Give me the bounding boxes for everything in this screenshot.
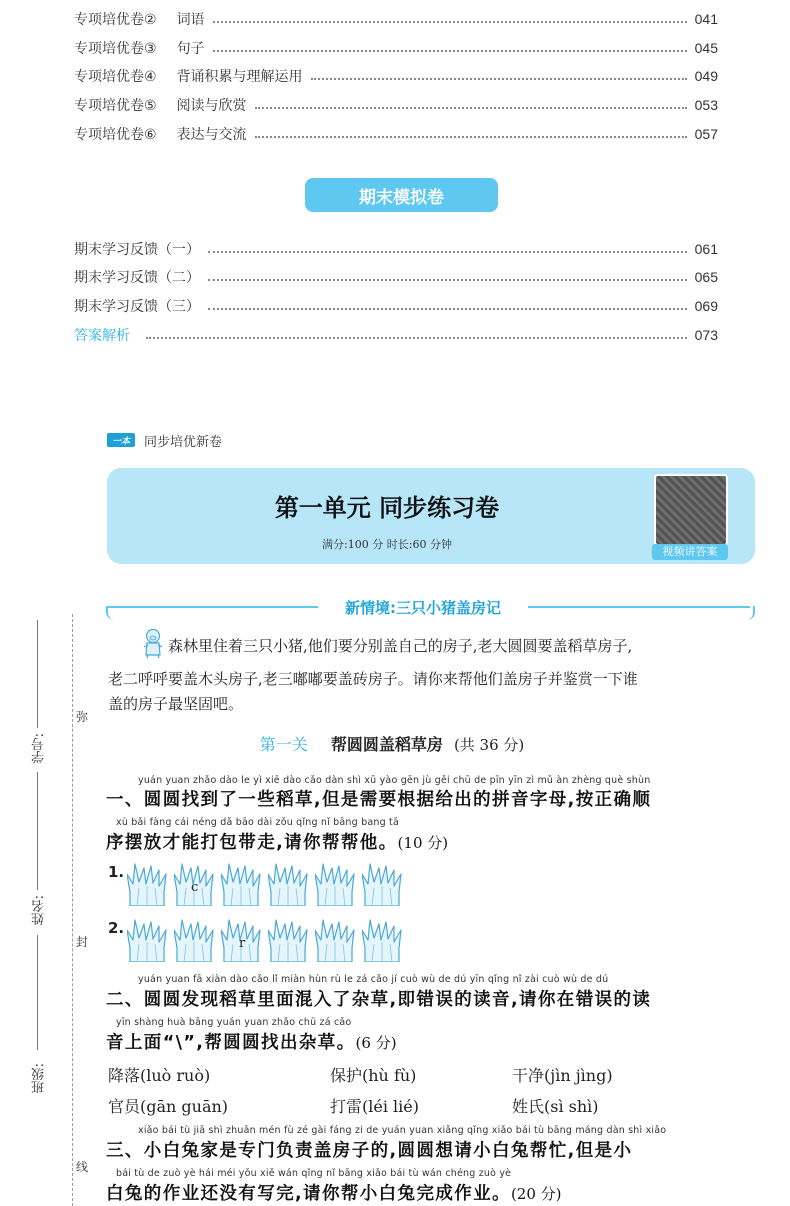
question-text-main: 序摆放才能打包带走,请你帮帮他。 [106,833,398,853]
toc-page: 061 [694,241,718,257]
scenario-rule-left [108,606,318,608]
section-pill: 期末模拟卷 [305,178,498,212]
brand-series: 同步培优新卷 [144,435,223,450]
toc-label: 专项培优卷⑤ [74,98,157,114]
toc-leader [255,136,687,138]
toc-sub: 表达与交流 [176,127,247,143]
pinyin-line: yuán yuan fā xiàn dào cǎo lǐ miàn hùn rù le zá cǎo jí cuò wù de dú yīn qǐng nǐ zài cuò wù de dú [138,974,609,985]
toc-page: 069 [694,298,718,314]
question-text: 三、小白兔家是专门负责盖房子的,圆圆想请小白兔帮忙,但是小 [106,1141,633,1161]
field-label-class: 班级: [32,1063,47,1094]
toc-page: 065 [694,269,718,285]
question-points: (20 分) [510,1185,562,1203]
toc-page: 053 [694,97,718,113]
pinyin-line: yīn shàng huà bāng yuán yuan zhǎo chū zá cǎo [116,1017,352,1028]
toc-leader [255,107,687,109]
toc-sub: 阅读与欣赏 [176,98,247,114]
question-text [106,1180,562,1205]
binding-word: 弥 [76,710,89,724]
field-line-class[interactable] [37,935,38,1050]
pronunciation-item[interactable]: 官员(gān guān) [108,1097,229,1116]
level-title: 帮圆圆盖稻草房 [330,735,443,754]
toc-leader [208,308,687,310]
straw-bundle[interactable] [362,862,402,906]
scenario-rule-right [528,606,750,608]
pronunciation-item[interactable]: 姓氏(sì shì) [512,1097,599,1116]
question-text-main: 白兔的作业还没有写完,请你帮小白兔完成作业。 [106,1184,511,1204]
binding-word: 线 [76,1160,89,1174]
toc-label: 专项培优卷② [74,12,157,28]
toc-leader [146,337,687,339]
toc-sub: 句子 [176,41,205,57]
level-heading [107,732,677,755]
qr-code-icon[interactable] [654,474,728,546]
pinyin-line: xiǎo bái tù jiā shì zhuān mén fù zé gài fáng zi de yuán yuan xiǎng qǐng xiǎo bái tù bāng máng dàn shì xiǎo [138,1125,667,1136]
toc-row[interactable] [74,64,718,88]
story-line: 老二呼呼要盖木头房子,老三嘟嘟要盖砖房子。请你来帮他们盖房子并鉴赏一下谁 [108,670,638,688]
given-letter: c [191,880,199,895]
toc-label: 期末学习反馈（二） [74,270,200,286]
question-text-main: 音上面“\”,帮圆圆找出杂草。 [106,1033,356,1053]
level-score: (共 36 分) [453,736,525,754]
toc-label: 专项培优卷③ [74,41,157,57]
question-text: 一、圆圆找到了一些稻草,但是需要根据给出的拼音字母,按正确顺 [106,790,652,810]
toc-page: 049 [694,68,718,84]
binding-line [72,614,73,1206]
pinyin-line: yuán yuan zhǎo dào le yì xiē dào cǎo dàn shì xū yào gēn jù gěi chū de pīn yīn zì mǔ àn zhèng què shùn [138,775,651,786]
toc-row[interactable] [74,7,718,31]
story-line: 盖的房子最坚固吧。 [108,695,244,713]
level-label: 第一关 [259,735,308,754]
given-letter: r [239,936,246,951]
toc-leader [208,279,687,281]
toc-page: 041 [694,11,718,27]
question-text [106,1029,397,1054]
toc-sub: 背诵积累与理解运用 [176,69,303,85]
toc-page: 057 [694,126,718,142]
straw-bundle[interactable] [127,918,167,962]
toc-row[interactable] [74,93,718,117]
page-title: 第一单元 同步练习卷 [274,494,500,522]
field-line-student-id[interactable] [37,620,38,728]
toc-leader [208,251,687,253]
toc-row-answers[interactable] [74,323,718,347]
pinyin-line: bái tù de zuò yè hái méi yǒu xiě wán qǐng nǐ bāng xiǎo bái tù wán chéng zuò yè [116,1168,512,1179]
toc-row[interactable] [74,294,718,318]
toc-row[interactable] [74,36,718,60]
question-text: 二、圆圆发现稻草里面混入了杂草,即错误的读音,请你在错误的读 [106,990,652,1010]
toc-page: 045 [694,40,718,56]
row-number: 1. [108,863,125,881]
field-label-name: 姓名: [32,895,47,926]
straw-bundle[interactable] [268,862,308,906]
question-text [106,829,448,854]
scenario-bracket-right [747,606,755,620]
pronunciation-item[interactable]: 干净(jìn jìng) [512,1066,613,1085]
straw-bundle[interactable] [362,918,402,962]
scenario-bracket-left [106,606,114,620]
toc-row[interactable] [74,237,718,261]
toc-label: 专项培优卷④ [74,69,157,85]
toc-label: 专项培优卷⑥ [74,127,157,143]
pinyin-line: xù bǎi fàng cái néng dǎ bāo dài zǒu qǐng nǐ bāng bang tā [116,817,399,828]
toc-label[interactable]: 答案解析 [74,328,130,344]
question-points: (10 分) [397,834,449,852]
toc-sub: 词语 [176,12,205,28]
toc-row[interactable] [74,122,718,146]
toc-page: 073 [694,327,718,343]
toc-row[interactable] [74,265,718,289]
straw-bundle[interactable] [315,862,355,906]
straw-bundle[interactable] [268,918,308,962]
question-points: (6 分) [355,1034,397,1052]
row-number: 2. [108,919,125,937]
straw-bundle[interactable] [315,918,355,962]
toc-label: 期末学习反馈（三） [74,299,200,315]
toc-leader [213,21,687,23]
field-line-name[interactable] [37,772,38,890]
pronunciation-item[interactable]: 降落(luò ruò) [108,1066,211,1085]
exam-meta: 满分:100 分 时长:60 分钟 [322,538,452,551]
pronunciation-item[interactable]: 保护(hù fù) [330,1066,417,1085]
scenario-title: 新情境:三只小猪盖房记 [345,599,501,617]
field-label-student-id: 学号: [32,733,47,764]
pronunciation-item[interactable]: 打雷(léi lié) [330,1097,419,1116]
story-line: 森林里住着三只小猪,他们要分别盖自己的房子,老大圆圆要盖稻草房子, [168,637,633,655]
toc-leader [311,78,687,80]
straw-bundle[interactable] [221,862,261,906]
straw-bundle[interactable] [174,918,214,962]
qr-caption: 视频讲答案 [652,544,728,560]
binding-word: 封 [76,935,89,949]
straw-bundle[interactable] [127,862,167,906]
brand-logo: 一本 [107,433,135,447]
toc-leader [213,50,687,52]
toc-label: 期末学习反馈（一） [74,242,200,258]
